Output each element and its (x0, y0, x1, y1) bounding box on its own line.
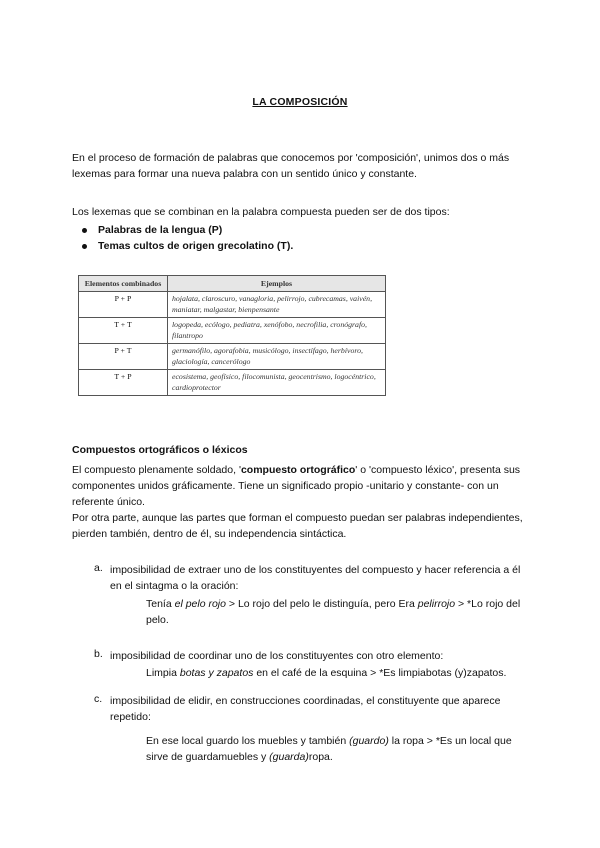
item-example: Limpia botas y zapatos en el café de la esquina > *Es limpiabotas (y)zapatos. (146, 667, 507, 679)
item-label: a. (94, 562, 103, 574)
table-row (79, 292, 386, 318)
examples-cell: logopeda, ecólogo, pediatra, xenófobo, necrofilia, cronógrafo, filantropo (168, 318, 386, 344)
types-intro: Los lexemas que se combinan en la palabra compuesta pueden ser de dos tipos: (72, 206, 450, 218)
paragraph-independence: Por otra parte, aunque las partes que forman el compuesto puedan ser palabras independientes, pierden también, dentro de él, su independencia sintáctica. (72, 512, 523, 540)
page-title: LA COMPOSICIÓN (252, 96, 348, 108)
intro-paragraph: En el proceso de formación de palabras que conocemos por 'composición', unimos dos o más lexemas para formar una nueva palabra con un sentido único y constante. (72, 152, 510, 180)
header-examples: Ejemplos (168, 276, 386, 292)
table-row (79, 344, 386, 370)
table-row (79, 370, 386, 396)
list-item: Temas cultos de origen grecolatino (T). (72, 238, 293, 254)
table-header-row (79, 276, 386, 292)
header-elements: Elementos combinados (79, 276, 168, 292)
combo-cell: P + P (79, 292, 168, 318)
section-heading: Compuestos ortográficos o léxicos (72, 444, 248, 456)
paragraph-soldado: El compuesto plenamente soldado, 'compuesto ortográfico' o 'compuesto léxico', presenta sus componentes unidos gráficamente. Tiene un significado propio -unitario y constante- con un referente único. (72, 464, 521, 508)
table-row (79, 318, 386, 344)
list-item: Palabras de la lengua (P) (72, 222, 293, 238)
combo-cell: T + T (79, 318, 168, 344)
examples-table (78, 275, 386, 396)
examples-cell: ecosistema, geofísico, filocomunista, geocentrismo, logocéntrico, cardioprotector (168, 370, 386, 396)
combo-cell: P + T (79, 344, 168, 370)
types-list (72, 222, 293, 254)
item-label: b. (94, 648, 103, 660)
item-text: imposibilidad de elidir, en construcciones coordinadas, el constituyente que aparece repetido: (110, 695, 501, 723)
examples-cell: hojalata, claroscuro, vanagloria, pelirrojo, cubrecamas, vaivén, maniatar, malgastar, bienpensante (168, 292, 386, 318)
examples-cell: germanófilo, agorafobia, musicólogo, insectífago, herbívoro, glaciología, cancerólogo (168, 344, 386, 370)
item-text: imposibilidad de extraer uno de los constituyentes del compuesto y hacer referencia a él en el sintagma o la oración: (110, 564, 521, 592)
item-example: En ese local guardo los muebles y también (guardo) la ropa > *Es un local que sirve de guardamuebles y (guarda)ropa. (146, 735, 512, 763)
bold-term: compuesto ortográfico (240, 464, 356, 476)
item-text: imposibilidad de coordinar uno de los constituyentes con otro elemento: (110, 650, 444, 662)
item-label: c. (94, 693, 103, 705)
item-example: Tenía el pelo rojo > Lo rojo del pelo le distinguía, pero Era pelirrojo > *Lo rojo del pelo. (146, 598, 521, 626)
combo-cell: T + P (79, 370, 168, 396)
